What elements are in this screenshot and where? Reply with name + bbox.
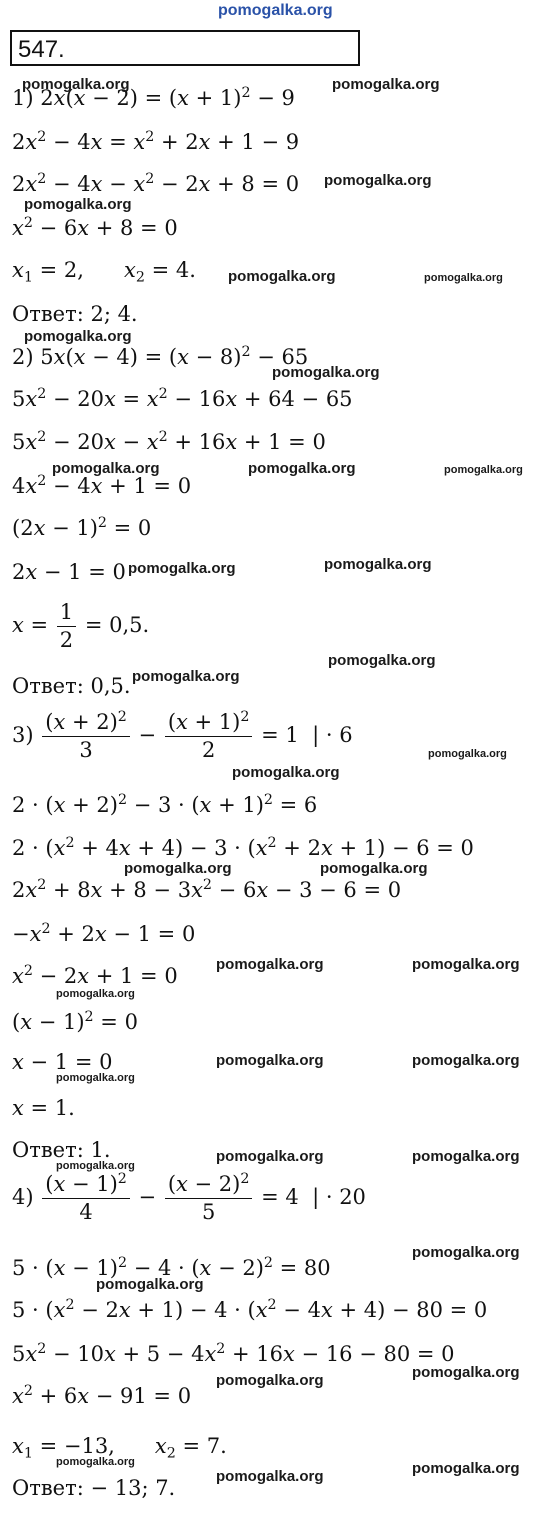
watermark: pomogalka.org [332,76,440,93]
watermark: pomogalka.org [428,748,507,760]
p3-line9: x = 1. [12,1096,75,1120]
p4-line5: $x^2 + 6x - 91 = 0$ [12,1383,192,1408]
watermark: pomogalka.org [324,172,432,189]
p3-line6: $x^2 - 2x + 1 = 0$ [12,963,178,988]
watermark: pomogalka.org [56,1456,135,1468]
p2-line5: $(2x - 1)^2 = 0$ [12,515,152,540]
watermark: pomogalka.org [132,668,240,685]
p2-line4: $4x^2 - 4x + 1 = 0$ [12,473,192,498]
p1-line5: $x_1 = 2$, $x_2 = 4$. [12,258,196,286]
p4-line2: $5 \cdot (x - 1)^2 - 4 \cdot (x - 2)^2 = 80$ [12,1255,331,1280]
watermark: pomogalka.org [22,76,130,93]
watermark: pomogalka.org [412,1364,520,1381]
watermark: pomogalka.org [128,560,236,577]
p2-line7: x = $\frac{1}{2}$ = 0,5. [12,600,150,652]
p3-line2: $2 \cdot (x + 2)^2 - 3 \cdot (x + 1)^2 = 6$ [12,792,318,817]
answer-4: Ответ: − 13; 7. [12,1476,176,1500]
p2-line6: 2x − 1 = 0 [12,560,126,584]
watermark: pomogalka.org [272,364,380,381]
watermark: pomogalka.org [96,1276,204,1293]
p1-line4: $x^2 - 6x + 8 = 0$ [12,215,178,240]
watermark: pomogalka.org [56,988,135,1000]
p3-line1: 3) $\frac{(x + 2)^2}{3}$ − $\frac{(x + 1)^2}{2}$ = 1 | · 6 [12,709,353,762]
watermark: pomogalka.org [424,272,503,284]
watermark: pomogalka.org [56,1160,135,1172]
answer-3: Ответ: 1. [12,1138,111,1162]
watermark: pomogalka.org [412,956,520,973]
p3-line7: $(x - 1)^2 = 0$ [12,1009,138,1034]
p4-line1: 4) $\frac{(x - 1)^2}{4}$ − $\frac{(x - 2)^2}{5}$ = 4 | · 20 [12,1171,366,1224]
watermark: pomogalka.org [24,328,132,345]
watermark: pomogalka.org [228,268,336,285]
watermark: pomogalka.org [412,1148,520,1165]
watermark: pomogalka.org [412,1460,520,1477]
p2-line3: $5x^2 - 20x - x^2 + 16x + 1 = 0$ [12,429,326,454]
watermark: pomogalka.org [56,1072,135,1084]
p1-line3: $2x^2 - 4x - x^2 - 2x + 8 = 0$ [12,171,300,196]
watermark: pomogalka.org [216,1148,324,1165]
watermark: pomogalka.org [52,460,160,477]
p3-line3: $2 \cdot (x^2 + 4x + 4) - 3 \cdot (x^2 + 2x + 1) - 6 = 0$ [12,835,474,860]
watermark: pomogalka.org [412,1244,520,1261]
p4-line4: $5x^2 - 10x + 5 - 4x^2 + 16x - 16 - 80 = 0$ [12,1341,455,1366]
watermark: pomogalka.org [444,464,523,476]
task-number: 547. [18,36,65,63]
watermark: pomogalka.org [328,652,436,669]
p3-line4: $2x^2 + 8x + 8 - 3x^2 - 6x - 3 - 6 = 0$ [12,877,402,902]
p2-line1: 2) $5x(x - 4) = (x - 8)^2 - 65$ [12,344,309,369]
watermark: pomogalka.org [124,860,232,877]
watermark: pomogalka.org [412,1052,520,1069]
watermark: pomogalka.org [24,196,132,213]
watermark: pomogalka.org [216,1052,324,1069]
watermark: pomogalka.org [324,556,432,573]
p4-line3: $5 \cdot (x^2 - 2x + 1) - 4 \cdot (x^2 - 4x + 4) - 80 = 0$ [12,1297,488,1322]
watermark: pomogalka.org [232,764,340,781]
answer-2: Ответ: 0,5. [12,674,131,698]
answer-1: Ответ: 2; 4. [12,302,138,326]
watermark: pomogalka.org [320,860,428,877]
p1-line1: 1) $2x(x - 2) = (x + 1)^2 - 9$ [12,85,295,110]
p1-line2: $2x^2 - 4x = x^2 + 2x + 1 - 9$ [12,129,300,154]
p4-line6: $x_1 = -13$, $x_2 = 7$. [12,1434,227,1462]
watermark: pomogalka.org [216,956,324,973]
p3-line5: $-x^2 + 2x - 1 = 0$ [12,921,196,946]
p2-line2: $5x^2 - 20x = x^2 - 16x + 64 - 65$ [12,386,353,411]
task-number-box [10,30,360,66]
watermark: pomogalka.org [248,460,356,477]
p3-line8: x − 1 = 0 [12,1050,113,1074]
watermark: pomogalka.org [216,1468,324,1485]
site-header-watermark: pomogalka.org [218,2,333,19]
watermark: pomogalka.org [216,1372,324,1389]
